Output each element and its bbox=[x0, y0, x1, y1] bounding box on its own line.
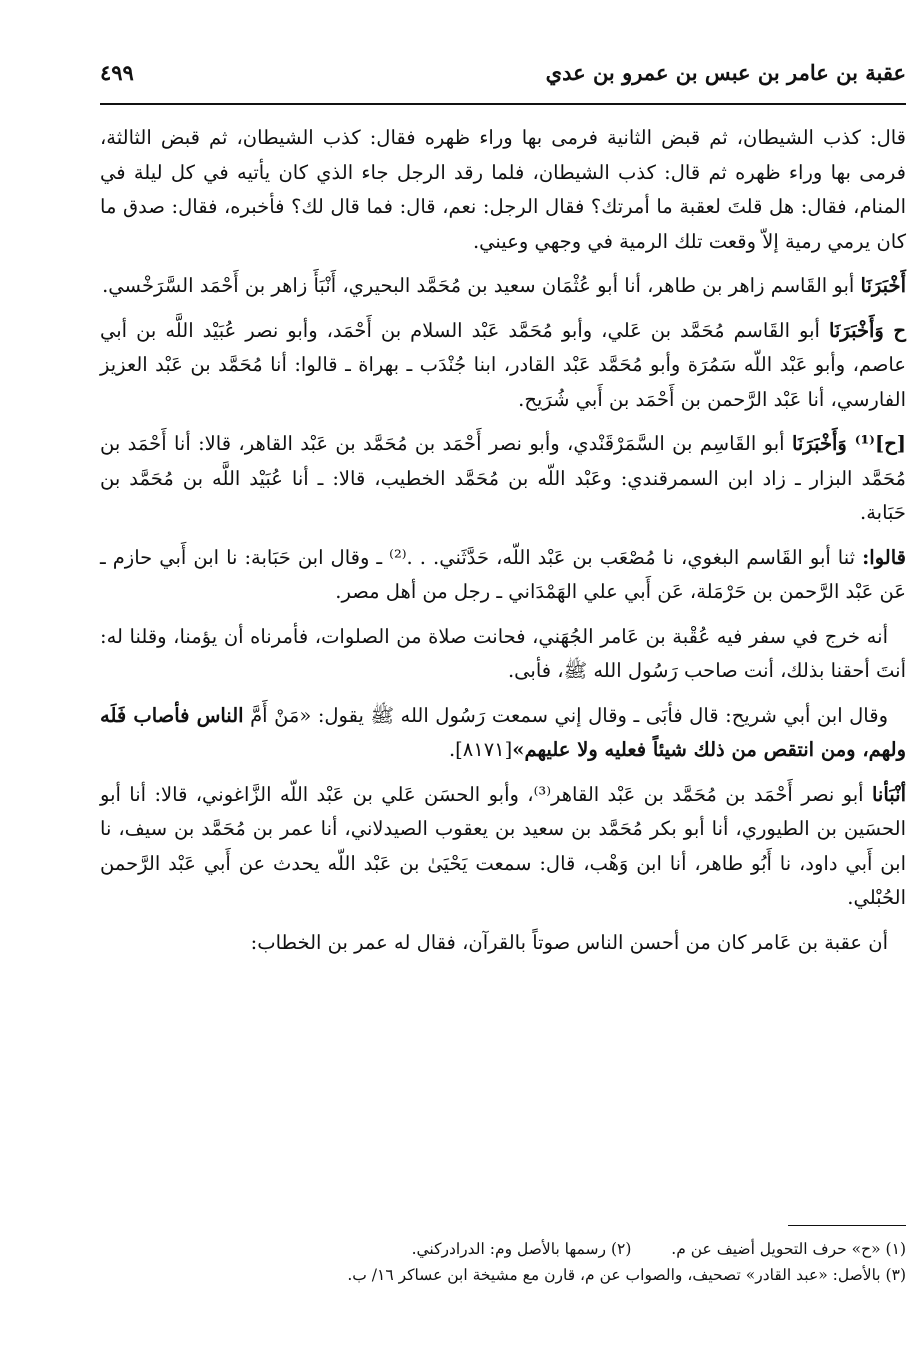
paragraph-text: أبو نصر أَحْمَد بن مُحَمَّد بن عَبْد القاهر⁽³⁾، وأبو الحسَن عَلي بن عَبْد اللّه الزَّاغوني، قالا: أنا أبو الحسَين بن الطيوري، أنا أبو بكر مُحَمَّد بن سعيد بن يعقوب الصيدلاني، أنا عمر بن مُحَمَّد بن سيف، نا ابن أَبي داود، نا أَبُو طاهر، أنا ابن وَهْب، قال: سمعت يَحْيَىٰ بن عَبْد اللّه يحدث عن أَبي عَبْد الرَّحمن الحُبْلي. bbox=[100, 782, 906, 909]
paragraph-text: ثنا أبو القَاسم البغوي، نا مُصْعَب بن عَبْد اللّه، حَدَّثَني. . .⁽²⁾ ـ وقال ابن حَبَابة: نا ابن أَبي حازم ـ عَن عَبْد الرَّحمن بن حَرْمَلة، عَن أَبي علي الهَمْدَاني ـ رجل من أهل مصر. bbox=[100, 545, 906, 603]
paragraph-lead: قالوا: bbox=[862, 545, 906, 569]
footnote-number: (٣) bbox=[885, 1266, 906, 1284]
hadith-quote: الناس فأصاب فَلَه ولهم، ومن انتقص من ذلك شيئاً فعليه ولا عليهم» bbox=[100, 703, 906, 761]
body-text bbox=[100, 121, 906, 970]
paragraph-lead: [ح]⁽¹⁾ وَأَخْبَرَنَا bbox=[791, 432, 907, 455]
paragraph bbox=[100, 269, 906, 304]
paragraph-lead: ح وَأَخْبَرَنَا bbox=[828, 318, 907, 342]
paragraph bbox=[100, 778, 906, 916]
paragraph-text: قال: كذب الشيطان، ثم قبض الثانية فرمى بها وراء ظهره فقال: كذب الشيطان، ثم قبض الثالثة، فرمى بها وراء ظهره ثم قال: كذب الشيطان، فلما رقد الرجل جاء الذي كان يأتيه في كل ليلة في المنام، فقال: هل قلتَ لعقبة ما أمرتك؟ فقال الرجل: نعم، قال: فما قال لك؟ فأخبره، فقال: صدق ما كان يرمي رمية إلاّ وقعت تلك الرمية في وجهي وعيني. bbox=[100, 126, 906, 253]
footnote-number: (١) bbox=[885, 1240, 906, 1258]
paragraph-text: أبو القَاسم زاهر بن طاهر، أنا أبو عُثْمَان سعيد بن مُحَمَّد البحيري، أَنْبَأَ زاهر بن أَحْمَد السَّرَخْسي. bbox=[102, 274, 861, 297]
footnote-line bbox=[100, 1262, 906, 1288]
footnote-text: رسمها بالأصل وم: الدرادركني. bbox=[411, 1240, 606, 1258]
footnotes bbox=[100, 1236, 906, 1288]
footnote-line bbox=[100, 1236, 906, 1262]
paragraph-text: أنه خرج في سفر فيه عُقْبة بن عَامر الجُهَني، فحانت صلاة من الصلوات، فأمرناه أن يؤمنا، وقلنا له: أنتَ أحقنا بذلك، أنت صاحب رَسُول الله ﷺ، فأبى. bbox=[100, 624, 906, 682]
paragraph bbox=[100, 121, 906, 259]
hadith-number: [٨١٧١]. bbox=[448, 738, 513, 761]
paragraph-text: أبو القَاسم مُحَمَّد بن عَلي، وأبو مُحَمَّد عَبْد السلام بن أَحْمَد، وأبو نصر عُبَيْد اللَّه بن أبي عاصم، وأبو عَبْد اللّه سَمُرَة وأبو مُحَمَّد عَبْد القادر، ابنا جُنْدَب ـ بهراة ـ قالوا: أنا مُحَمَّد بن عَبْد العزيز الفارسي، أنا عَبْد الرَّحمن بن أَحْمَد بن أَبي شُرَيح. bbox=[100, 318, 906, 411]
paragraph-text: أبو القَاسِم بن السَّمَرْقَنْدي، وأبو نصر أَحْمَد بن مُحَمَّد بن عَبْد القاهر، قالا: أنا أَحْمَد بن مُحَمَّد البزار ـ زاد ابن السمرقندي: وعَبْد اللّه بن مُحَمَّد الخطيب، قالا: ـ أنا عُبَيْد اللَّه بن مُحَمَّد بن حَبَابة. bbox=[100, 432, 906, 524]
header-rule bbox=[100, 103, 906, 105]
paragraph bbox=[100, 314, 906, 418]
footnote-rule bbox=[788, 1225, 906, 1226]
paragraph-text: أن عقبة بن عَامر كان من أحسن الناس صوتاً بالقرآن، فقال له عمر بن الخطاب: bbox=[250, 930, 888, 954]
paragraph-text: وقال ابن أبي شريح: قال فأبَى ـ وقال إني سمعت رَسُول الله ﷺ يقول: «مَنْ أَمَّ bbox=[243, 703, 888, 727]
page-header bbox=[100, 60, 906, 100]
paragraph-lead: أنْبَأنا bbox=[871, 782, 907, 806]
footnote-text: بالأصل: «عبد القادر» تصحيف، والصواب عن م، قارن مع مشيخة ابن عساكر ١٦/ ب. bbox=[347, 1266, 881, 1284]
footnote-number: (٢) bbox=[610, 1240, 632, 1258]
running-title: عقبة بن عامر بن عبس بن عمرو بن عدي bbox=[545, 60, 906, 85]
footnote-text: «ح» حرف التحويل أضيف عن م. bbox=[671, 1240, 881, 1258]
page-number: ٤٩٩ bbox=[100, 60, 134, 85]
paragraph bbox=[100, 926, 906, 961]
paragraph bbox=[100, 541, 906, 610]
paragraph-lead: أَخْبَرَنَا bbox=[860, 274, 906, 297]
paragraph bbox=[100, 427, 906, 531]
paragraph bbox=[100, 620, 906, 689]
paragraph bbox=[100, 699, 906, 768]
